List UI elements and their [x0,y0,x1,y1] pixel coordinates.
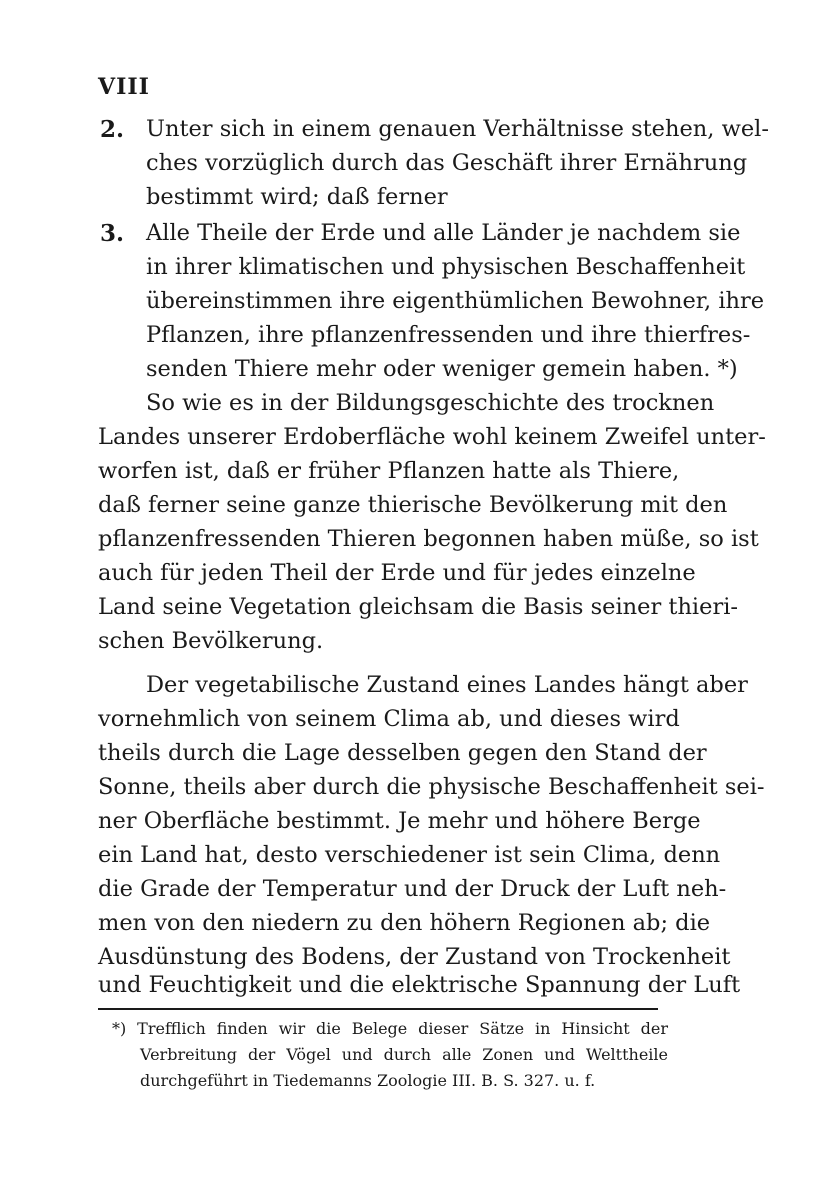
paragraph-1-line-1: So wie es in der Bildungsgeschichte des trocknen [146,390,715,416]
list-marker-2: 2. [100,116,125,143]
paragraph-2-line-6: ein Land hat, desto verschiedener ist sein Clima, denn [98,842,721,868]
item-2-line-1: Unter sich in einem genauen Verhältnisse stehen, wel- [146,116,769,142]
item-2-line-2: ches vorzüglich durch das Geschäft ihrer Ernährung [146,150,748,176]
paragraph-1-line-8: schen Bevölkerung. [98,628,324,654]
item-3-line-3: übereinstimmen ihre eigenthümlichen Bewohner, ihre [146,288,765,314]
paragraph-1-line-6: auch für jeden Theil der Erde und für jedes einzelne [98,560,696,586]
paragraph-2-line-8: men von den niedern zu den höhern Regionen ab; die [98,910,711,936]
footnote-line-3: durchgeführt in Tiedemanns Zoologie III. B. S. 327. u. f. [140,1071,596,1090]
footnote-rule [98,1008,658,1010]
item-2-line-3: bestimmt wird; daß ferner [146,184,448,210]
item-3-line-1: Alle Theile der Erde und alle Länder je nachdem sie [146,220,741,246]
item-3-line-5: senden Thiere mehr oder weniger gemein haben. *) [146,356,738,382]
page-number: VIII [98,74,150,100]
paragraph-1-line-4: daß ferner seine ganze thierische Bevölkerung mit den [98,492,728,518]
paragraph-2-line-7: die Grade der Temperatur und der Druck der Luft neh- [98,876,727,902]
paragraph-1-line-5: pflanzenfressenden Thieren begonnen haben müße, so ist [98,526,759,552]
paragraph-2-line-3: theils durch die Lage desselben gegen den Stand der [98,740,707,766]
paragraph-2-line-2: vornehmlich von seinem Clima ab, und dieses wird [98,706,680,732]
paragraph-2-line-4: Sonne, theils aber durch die physische Beschaffenheit sei- [98,774,765,800]
item-3-line-4: Pflanzen, ihre pflanzenfressenden und ihre thierfres- [146,322,751,348]
footnote-line-2: Verbreitung der Vögel und durch alle Zonen und Welttheile [140,1045,668,1064]
paragraph-1-line-2: Landes unserer Erdoberfläche wohl keinem Zweifel unter- [98,424,766,450]
list-marker-3: 3. [100,220,125,247]
paragraph-1-line-7: Land seine Vegetation gleichsam die Basis seiner thieri- [98,594,738,620]
paragraph-2-line-9: Ausdünstung des Bodens, der Zustand von Trockenheit [98,944,731,970]
paragraph-2-line-5: ner Oberfläche bestimmt. Je mehr und höhere Berge [98,808,701,834]
item-3-line-2: in ihrer klimatischen und physischen Beschaffenheit [146,254,746,280]
footnote-line-1: *) Trefflich finden wir die Belege dieser Sätze in Hinsicht der [112,1019,668,1038]
paragraph-1-line-3: worfen ist, daß er früher Pflanzen hatte als Thiere, [98,458,680,484]
paragraph-2-line-10: und Feuchtigkeit und die elektrische Spannung der Luft [98,972,741,998]
paragraph-2-line-1: Der vegetabilische Zustand eines Landes hängt aber [146,672,748,698]
